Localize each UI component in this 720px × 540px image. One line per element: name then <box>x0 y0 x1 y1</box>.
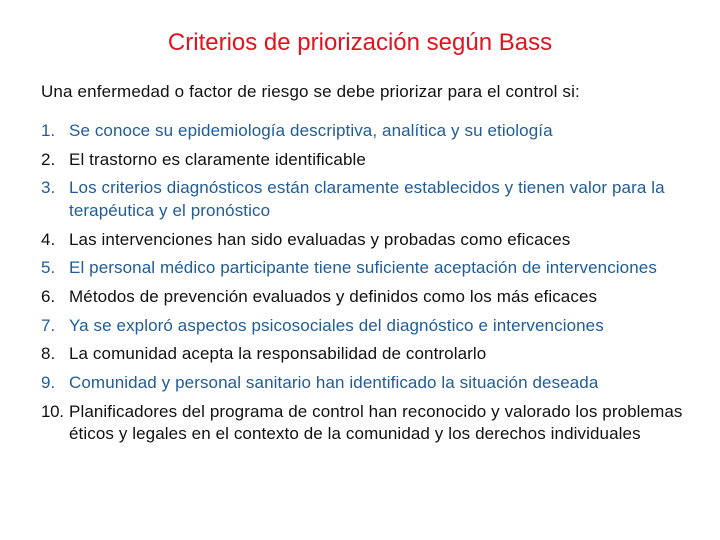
item-text: Se conoce su epidemiología descriptiva, analítica y su etiología <box>69 121 553 140</box>
slide-title: Criterios de priorización según Bass <box>167 29 553 56</box>
item-number: 4. <box>41 229 56 249</box>
item-number: 2. <box>41 149 56 169</box>
list-item <box>41 315 701 338</box>
list-item <box>41 149 701 172</box>
item-number: 8. <box>41 344 56 364</box>
list-item <box>41 257 701 280</box>
list-item <box>41 372 701 395</box>
item-text: Planificadores del programa de control han reconocido y valorado los problemas éticos y legales en el contexto de la comunidad y los derechos individuales <box>69 401 683 444</box>
item-number: 5. <box>41 258 56 278</box>
list-item <box>41 120 701 143</box>
item-text: Las intervenciones han sido evaluadas y probadas como eficaces <box>69 229 571 249</box>
list-item <box>41 177 701 222</box>
item-text: Ya se exploró aspectos psicosociales del diagnóstico e intervenciones <box>69 315 604 335</box>
item-text: El trastorno es claramente identificable <box>69 149 366 169</box>
item-number: 7. <box>41 315 56 335</box>
item-number: 3. <box>41 178 56 198</box>
list-item <box>41 286 701 309</box>
list-item <box>41 401 701 446</box>
item-number: 1. <box>41 121 56 140</box>
intro-text: Una enfermedad o factor de riesgo se debe priorizar para el control si: <box>41 82 580 101</box>
list-item <box>41 229 701 252</box>
list-item <box>41 343 701 366</box>
criteria-list <box>41 120 701 452</box>
item-number: 9. <box>41 373 56 392</box>
item-number: 6. <box>41 286 56 306</box>
item-text: La comunidad acepta la responsabilidad de controlarlo <box>69 344 487 364</box>
item-text: Métodos de prevención evaluados y definidos como los más eficaces <box>69 286 598 306</box>
item-text: El personal médico participante tiene suficiente aceptación de intervenciones <box>69 258 657 278</box>
item-text: Comunidad y personal sanitario han identificado la situación deseada <box>69 373 599 392</box>
item-number: 10. <box>41 401 64 421</box>
item-text: Los criterios diagnósticos están claramente establecidos y tienen valor para la terapéutica y el pronóstico <box>69 178 665 220</box>
